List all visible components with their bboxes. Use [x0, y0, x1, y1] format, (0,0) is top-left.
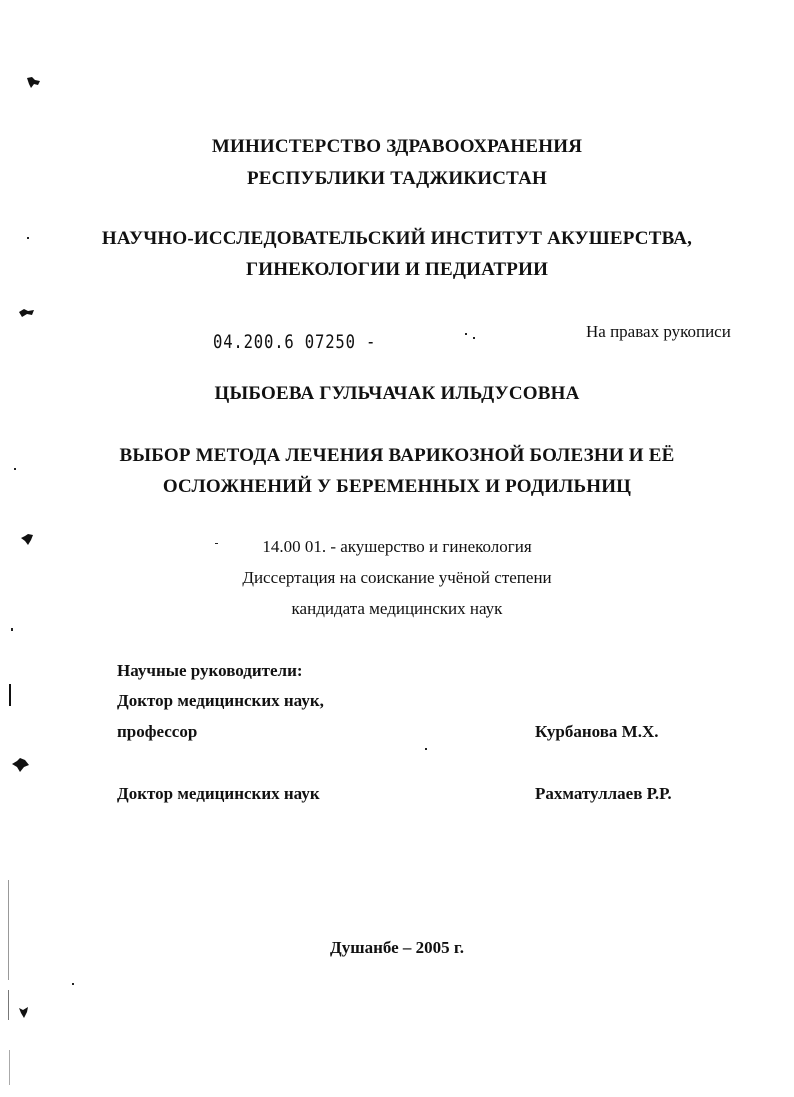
- ministry-line-2: РЕСПУБЛИКИ ТАДЖИКИСТАН: [246, 168, 548, 189]
- scan-edge-line: [8, 990, 9, 1020]
- scan-speck: [11, 628, 13, 631]
- institute-line-1: НАУЧНО-ИССЛЕДОВАТЕЛЬСКИЙ ИНСТИТУТ АКУШЕРСТВА,: [101, 228, 693, 249]
- scan-speck: [215, 543, 218, 544]
- degree-line-2: кандидата медицинских наук: [291, 599, 503, 618]
- scan-mark-icon: [26, 76, 42, 90]
- institute-line-2: ГИНЕКОЛОГИИ И ПЕДИАТРИИ: [245, 259, 549, 280]
- scan-speck: [14, 468, 16, 470]
- scan-speck: [27, 237, 29, 239]
- scan-speck: [473, 337, 475, 339]
- scan-edge-line: [9, 684, 11, 706]
- thesis-title-line-1: ВЫБОР МЕТОДА ЛЕЧЕНИЯ ВАРИКОЗНОЙ БОЛЕЗНИ И ЕЁ: [119, 445, 675, 466]
- thesis-title-line-2: ОСЛОЖНЕНИЙ У БЕРЕМЕННЫХ И РОДИЛЬНИЦ: [162, 476, 632, 497]
- supervisor-2-degree: Доктор медицинских наук: [117, 784, 320, 803]
- supervisors-heading: Научные руководители:: [117, 661, 303, 680]
- scan-edge-line: [8, 880, 9, 980]
- scan-mark-icon: [10, 756, 32, 774]
- registration-code-dash: -: [366, 331, 377, 353]
- supervisor-1-rank: профессор: [117, 722, 198, 741]
- degree-line-1: Диссертация на соискание учёной степени: [242, 568, 552, 587]
- scan-mark-icon: [20, 533, 36, 547]
- scan-mark-icon: [18, 306, 36, 320]
- supervisor-2-name: Рахматуллаев Р.Р.: [535, 784, 672, 803]
- scan-mark-icon: [17, 1006, 31, 1020]
- scan-speck: [72, 983, 74, 985]
- registration-code: [213, 331, 376, 353]
- rights-note: На правах рукописи: [586, 322, 731, 341]
- supervisor-1-name: Курбанова М.Х.: [535, 722, 659, 741]
- scan-speck: [425, 748, 427, 750]
- place-and-year: Душанбе – 2005 г.: [330, 938, 464, 957]
- registration-code-text: 04.200.6 07250: [213, 331, 356, 353]
- scan-speck: [465, 333, 467, 335]
- scan-edge-line: [9, 1050, 10, 1085]
- specialty-code: 14.00 01. - акушерство и гинекология: [262, 537, 532, 556]
- author-name: ЦЫБОЕВА ГУЛЬЧАЧАК ИЛЬДУСОВНА: [214, 383, 580, 404]
- ministry-line-1: МИНИСТЕРСТВО ЗДРАВООХРАНЕНИЯ: [211, 136, 583, 157]
- supervisor-1-degree: Доктор медицинских наук,: [117, 691, 324, 710]
